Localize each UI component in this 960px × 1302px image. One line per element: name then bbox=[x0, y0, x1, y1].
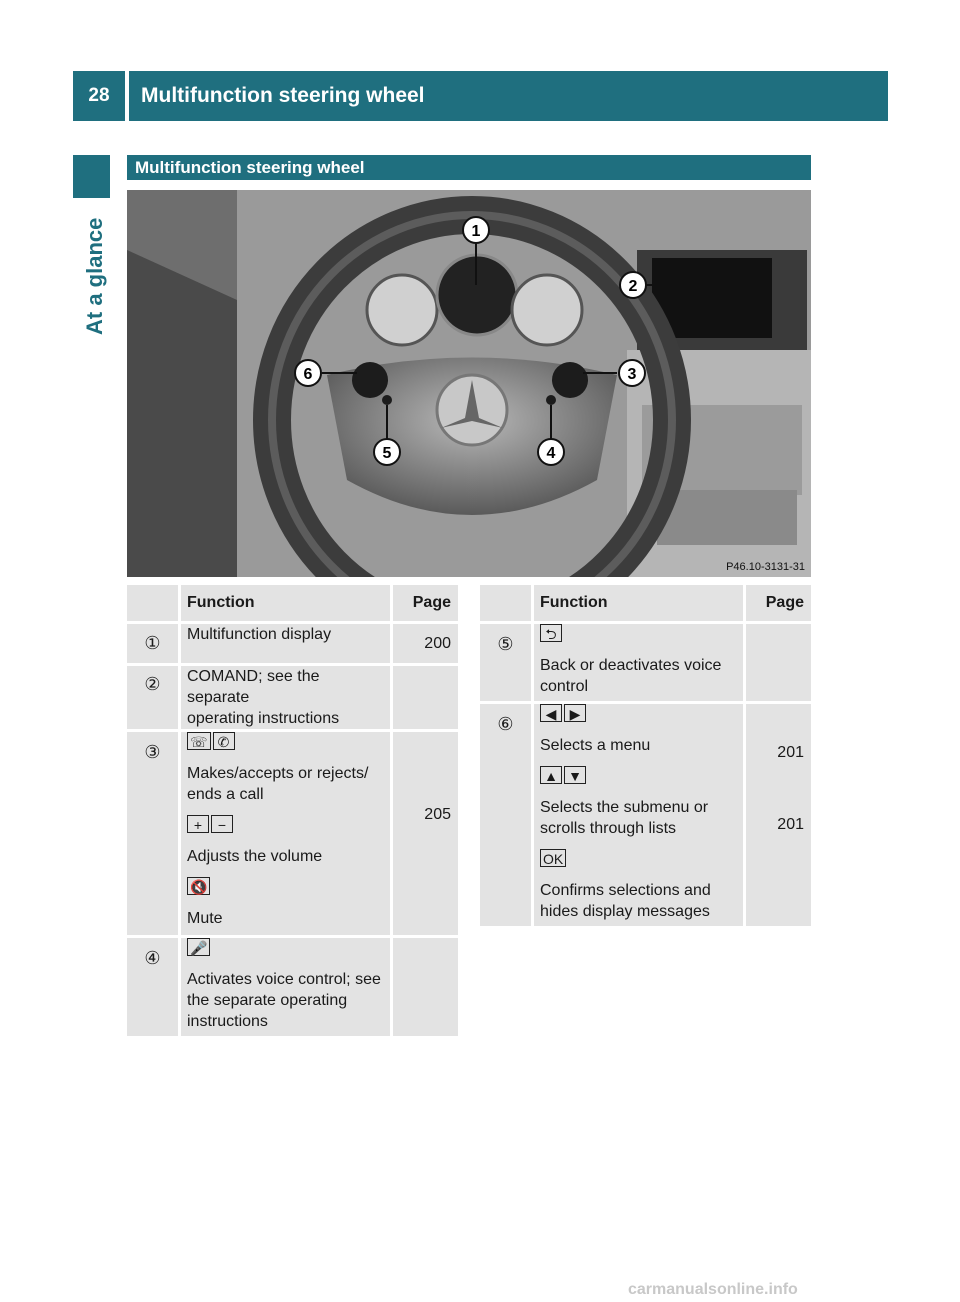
row-function-line: Makes/accepts or rejects/ bbox=[187, 765, 369, 782]
table-row bbox=[480, 703, 811, 928]
figure-code: P46.10-3131-31 bbox=[726, 561, 805, 573]
section-title: Multifunction steering wheel bbox=[127, 155, 811, 180]
row-page: 201 bbox=[777, 744, 804, 761]
table-row bbox=[127, 665, 458, 731]
callout-1-label: 1 bbox=[471, 223, 481, 240]
row-function-line: COMAND; see the separate bbox=[187, 668, 320, 706]
ok-key-icon: OK bbox=[540, 849, 566, 867]
col-function: Function bbox=[180, 585, 392, 623]
table-row bbox=[480, 623, 811, 703]
row-function-line: scrolls through lists bbox=[540, 820, 677, 837]
callout-6-label: 6 bbox=[303, 366, 313, 383]
row-page: 205 bbox=[392, 731, 459, 937]
left-arrow-key-icon: ◀ bbox=[540, 704, 562, 722]
row-function-line: Selects a menu bbox=[540, 737, 651, 754]
table-row bbox=[127, 731, 458, 937]
back-key-icon: ⮌ bbox=[540, 624, 562, 642]
function-table-left bbox=[127, 585, 458, 1039]
row-number: ⑤ bbox=[480, 623, 533, 703]
col-page: Page bbox=[392, 585, 459, 623]
footer-watermark: carmanualsonline.info bbox=[628, 1281, 798, 1298]
row-function-line: Adjusts the volume bbox=[187, 848, 323, 865]
row-function-line: Mute bbox=[187, 910, 223, 927]
volume-down-key-icon: − bbox=[211, 815, 233, 833]
row-number: ③ bbox=[127, 731, 180, 937]
callout-2-label: 2 bbox=[628, 278, 638, 295]
row-function-line: Activates voice control; see bbox=[187, 971, 381, 988]
down-arrow-key-icon: ▼ bbox=[564, 766, 586, 784]
phone-reject-key-icon: ☏ bbox=[187, 732, 211, 750]
row-number: ① bbox=[127, 623, 180, 665]
page-header-title: Multifunction steering wheel bbox=[129, 71, 888, 121]
row-function-line: ends a call bbox=[187, 786, 264, 803]
phone-accept-key-icon: ✆ bbox=[213, 732, 235, 750]
row-function-line: operating instructions bbox=[187, 710, 340, 727]
row-function-line: Back or deactivates voice bbox=[540, 657, 722, 674]
side-tab-block bbox=[73, 155, 110, 198]
side-tab bbox=[82, 205, 112, 335]
side-tab-label: At a glance bbox=[82, 217, 107, 335]
table-row bbox=[127, 937, 458, 1038]
col-page: Page bbox=[745, 585, 812, 623]
up-arrow-key-icon: ▲ bbox=[540, 766, 562, 784]
row-page: 200 bbox=[392, 623, 459, 665]
col-function: Function bbox=[533, 585, 745, 623]
steering-wheel-photo bbox=[127, 190, 811, 577]
volume-up-key-icon: + bbox=[187, 815, 209, 833]
voice-control-key-icon: 🎤 bbox=[187, 938, 210, 956]
row-number: ④ bbox=[127, 937, 180, 1038]
row-function-line: instructions bbox=[187, 1013, 268, 1030]
row-function-line: the separate operating bbox=[187, 992, 348, 1009]
row-number: ② bbox=[127, 665, 180, 731]
row-function-line: Selects the submenu or bbox=[540, 799, 709, 816]
right-arrow-key-icon: ▶ bbox=[564, 704, 586, 722]
row-function-line: hides display messages bbox=[540, 903, 710, 920]
row-function-line: control bbox=[540, 678, 589, 695]
page-number: 28 bbox=[73, 71, 125, 121]
mute-key-icon: 🔇 bbox=[187, 877, 210, 895]
row-number: ⑥ bbox=[480, 703, 533, 928]
row-page: 201 bbox=[777, 816, 804, 833]
callout-5-label: 5 bbox=[382, 445, 392, 462]
row-function: Multifunction display bbox=[180, 623, 392, 665]
callout-3-label: 3 bbox=[627, 366, 637, 383]
table-row bbox=[127, 623, 458, 665]
row-function-line: Confirms selections and bbox=[540, 882, 711, 899]
callout-4-label: 4 bbox=[546, 445, 556, 462]
function-table-right bbox=[480, 585, 811, 929]
